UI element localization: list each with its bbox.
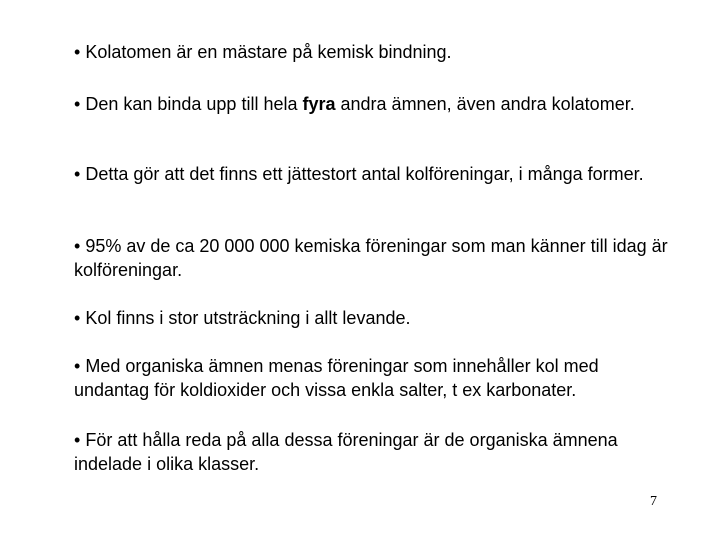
bullet-text-start: Den kan binda upp till hela bbox=[85, 94, 303, 114]
page-number: 7 bbox=[650, 494, 657, 509]
bullet-item-3 bbox=[74, 162, 674, 186]
bullet-marker: • bbox=[74, 236, 81, 256]
bullet-item-7 bbox=[74, 428, 674, 476]
bullet-text: 95% av de ca 20 000 000 kemiska föreningar som man känner till idag är kolföreningar. bbox=[74, 236, 668, 280]
bullet-item-1 bbox=[74, 40, 674, 64]
bullet-text-end: andra ämnen, även andra kolatomer. bbox=[335, 94, 635, 114]
bullet-marker: • bbox=[74, 164, 81, 184]
bullet-item-4 bbox=[74, 234, 674, 282]
bullet-marker: • bbox=[74, 308, 81, 328]
bullet-text: Med organiska ämnen menas föreningar som innehåller kol med undantag för koldioxider och vissa enkla salter, t ex karbonater. bbox=[74, 356, 599, 400]
bullet-text: Kol finns i stor utsträckning i allt levande. bbox=[85, 308, 411, 328]
bullet-item-5 bbox=[74, 306, 674, 330]
bullet-item-6 bbox=[74, 354, 674, 402]
bullet-marker: • bbox=[74, 94, 81, 114]
bullet-text: Kolatomen är en mästare på kemisk bindning. bbox=[85, 42, 452, 62]
bullet-marker: • bbox=[74, 356, 81, 376]
bullet-text: Detta gör att det finns ett jättestort antal kolföreningar, i många former. bbox=[85, 164, 644, 184]
bullet-marker: • bbox=[74, 42, 81, 62]
bullet-marker: • bbox=[74, 430, 81, 450]
bullet-text-bold: fyra bbox=[302, 94, 336, 114]
bullet-item-2 bbox=[74, 92, 674, 116]
bullet-text: För att hålla reda på alla dessa föreningar är de organiska ämnena indelade i olika klasser. bbox=[74, 430, 618, 474]
